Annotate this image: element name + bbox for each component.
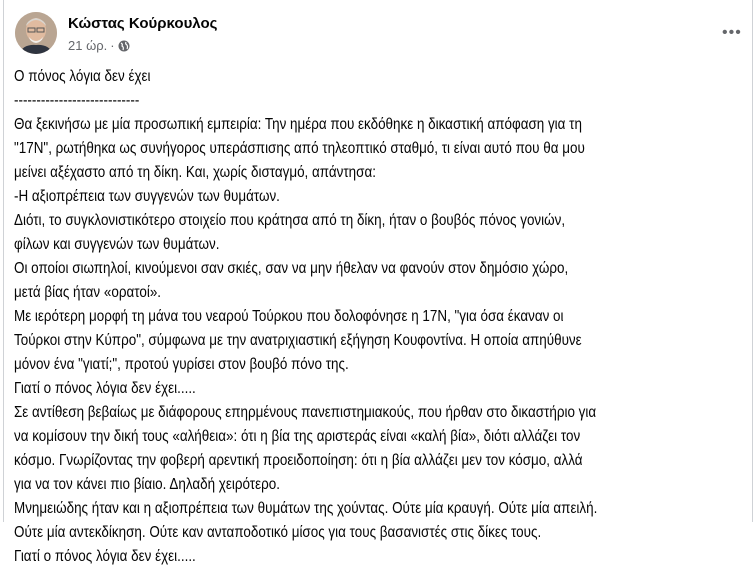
post-text-line: ---------------------------- (14, 92, 140, 109)
post-text-line: Ούτε μία αντεκδίκηση. Ούτε καν ανταποδοτικό μίσος για τους βασανιστές στις δίκες τους. (14, 524, 542, 541)
post-meta (68, 38, 130, 53)
meta-separator: · (110, 38, 115, 53)
post-text-line: Οι οποίοι σιωπηλοί, κινούμενοι σαν σκιές, σαν να μην ήθελαν να φανούν στον δημόσιο χώρο, (14, 260, 569, 277)
post-text-line: Με ιερότερη μορφή τη μάνα του νεαρού Τούρκου που δολοφόνησε η 17N, "για όσα έκαναν οι (14, 308, 564, 325)
post-text-line: μετά βίας ήταν «ορατοί». (14, 284, 162, 301)
post-text-line: για να τον κάνει πιο βίαιο. Δηλαδή χειρότερο. (14, 476, 280, 493)
post-text-line: μείνει αξέχαστο από τη δίκη. Και, χωρίς δισταγμό, απάντησα: (14, 164, 376, 181)
post-text-line: Διότι, το συγκλονιστικότερο στοιχείο που κράτησα από τη δίκη, ήταν ο βουβός πόνος γονιών, (14, 212, 566, 229)
post-text-line: φίλων και συγγενών των θυμάτων. (14, 236, 220, 253)
post-text-line: -Η αξιοπρέπεια των συγγενών των θυμάτων. (14, 188, 280, 205)
more-options-icon[interactable]: ••• (722, 24, 742, 41)
post-text-line: Τούρκοι στην Κύπρο", σύμφωνα με την ανατριχιαστική εξήγηση Κουφοντίνα. Η οποία απηύθυνε (14, 332, 582, 349)
post-text-line: Θα ξεκινήσω με μία προσωπική εμπειρία: Την ημέρα που εκδόθηκε η δικαστική απόφαση για τη (14, 116, 582, 133)
post-text (14, 65, 708, 569)
post-text-line: Σε αντίθεση βεβαίως με διάφορους επηρμένους πανεπιστημιακούς, που ήρθαν στο δικαστήριο για (14, 404, 597, 421)
post-text-line: Μνημειώδης ήταν και η αξιοπρέπεια των θυμάτων της χούντας. Ούτε μία κραυγή. Ούτε μία απειλή. (14, 500, 598, 517)
author-name[interactable]: Κώστας Κούρκουλος (68, 15, 218, 32)
post-text-line: Γιατί ο πόνος λόγια δεν έχει..... (14, 548, 196, 565)
post-text-line: Γιατί ο πόνος λόγια δεν έχει..... (14, 380, 196, 397)
post-text-line: Ο πόνος λόγια δεν έχει (14, 68, 151, 85)
post-text-line: μόνον ένα "γιατί;", προτού γυρίσει στον βουβό πόνο της. (14, 356, 349, 373)
post-text-line: να κομίσουν την δική τους «αλήθεια»: ότι η βία της αριστεράς είναι «καλή βία», διότι αλλάζει τον (14, 428, 581, 445)
post-text-line: "17N", ρωτήθηκα ως συνήγορος υπεράσπισης από τηλεοπτικό σταθμό, τι είναι αυτό που θα μου (14, 140, 585, 157)
globe-icon[interactable] (118, 40, 130, 52)
post-text-line: κόσμο. Γνωρίζοντας την φοβερή αρεντική προειδοποίηση: ότι η βία αλλάζει μεν τον κόσμο, αλλά (14, 452, 583, 469)
avatar-photo (15, 12, 57, 54)
post-time[interactable]: 21 ώρ. (68, 38, 108, 53)
author-avatar[interactable] (15, 12, 57, 54)
